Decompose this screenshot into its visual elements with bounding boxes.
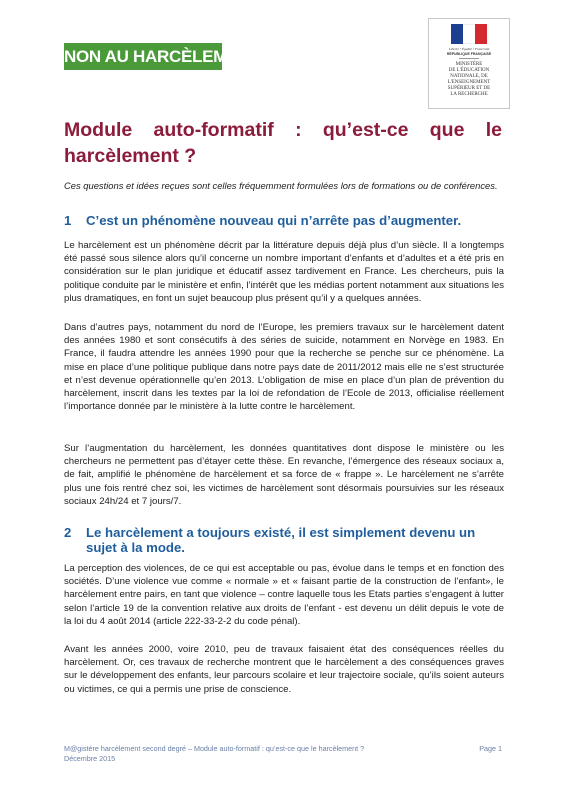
footer-text bbox=[64, 744, 444, 763]
logo-motto: Liberté • Égalité • Fraternité bbox=[448, 47, 490, 51]
footer-line: M@gistère harcèlement second degré – Module auto-formatif : qu’est-ce que le harcèlement ? bbox=[64, 744, 365, 753]
section-title: Le harcèlement a toujours existé, il est simplement devenu un sujet à la mode. bbox=[86, 525, 476, 555]
non-au-harcelement-banner: NON AU HARCÈLEMENT bbox=[64, 43, 222, 70]
page-number: Page 1 bbox=[479, 744, 502, 753]
paragraph: La perception des violences, de ce qui est acceptable ou pas, évolue dans le temps et en fonction des sociétés. D’une violence vue comme « normale » et « faisant partie de la construction de l’enfant», le harcèlement entre pairs, en tant que violence – contre laquelle tous les Etats parties s’engagent à lutter selon l’article 19 de la convention relative aux droits de l’enfant - est devenu un délit depuis le vote de la loi du 4 août 2014 (article 222-33-2-2 du code pénal). bbox=[64, 563, 504, 627]
paragraph: Le harcèlement est un phénomène décrit par la littérature depuis déjà plus d’un siècle. Il a longtemps été passé sous silence alors qu’il concerne un nombre important d’enfants et d’adultes et a été pris en considération sur le plan juridique et éducatif assez tardivement en France. Les chercheurs, puis la politique conduite par le ministère et enfin, l’intérêt que les médias portent notamment aux situations les plus dramatiques, en font un sujet beaucoup plus présent qu’il y a quelques années. bbox=[64, 240, 504, 304]
logo-ministry-name: MINISTÈRE DE L'ÉDUCATION NATIONALE, DE L'ENSEIGNEMENT SUPÉRIEUR ET DE LA RECHERCHE bbox=[447, 62, 491, 97]
intro-text: Ces questions et idées reçues sont celles fréquemment formulées lors de formations ou de conférences. bbox=[64, 180, 498, 191]
paragraph: Avant les années 2000, voire 2010, peu de travaux faisaient état des conséquences réelles du harcèlement. Or, ces travaux de recherche montrent que le harcèlement a des conséquences graves sur le développement des enfants, leur parcours scolaire et leur trajectoire sociale, qu’ils soient auteurs ou victimes, ce qui a permis une prise de conscience. bbox=[64, 644, 504, 695]
logo-divider bbox=[459, 58, 479, 59]
french-flag-icon bbox=[451, 24, 487, 44]
section-title: C’est un phénomène nouveau qui n’arrête pas d’augmenter. bbox=[86, 213, 462, 228]
paragraph: Dans d’autres pays, notamment du nord de l’Europe, les premiers travaux sur le harcèlement datent des années 1980 et sont consécutifs à des séries de suicide, notamment en Norvège en 1983. En France, il faudra attendre les années 1990 pour que la recherche se penche sur ce phénomène. La mise en place d’une politique publique dans notre pays date de 2011/2012 mais elle ne s’est structurée et n’est devenue opérationnelle qu’en 2013. L’obligation de mise en place d’un plan de prévention du harcèlement, inscrit dans les textes par la loi de refondation de l’Ecole de 2013, officialise réellement l’importance donnée par le ministère à la lutte contre le harcèlement. bbox=[64, 322, 504, 413]
page-title: Module auto-formatif : qu’est-ce que le harcèlement ? bbox=[64, 119, 502, 167]
section-number: 1 bbox=[64, 213, 72, 228]
footer-date: Décembre 2015 bbox=[64, 753, 116, 763]
paragraph: Sur l’augmentation du harcèlement, les données quantitatives dont dispose le ministère ou les chercheurs ne permettent pas d’étayer cette thèse. En revanche, l’émergence des réseaux sociaux a, de fait, amplifié le phénomène de harcèlement et sa force de « frappe ». Le harcèlement ne s’arrête plus une fois rentré chez soi, les victimes de harcèlement sont désormais poursuivies sur les réseaux sociaux 24h/24 et 7 jours/7. bbox=[64, 443, 504, 507]
logo-republic: RÉPUBLIQUE FRANÇAISE bbox=[446, 52, 492, 56]
ministry-logo bbox=[428, 18, 510, 109]
section-number: 2 bbox=[64, 525, 72, 540]
